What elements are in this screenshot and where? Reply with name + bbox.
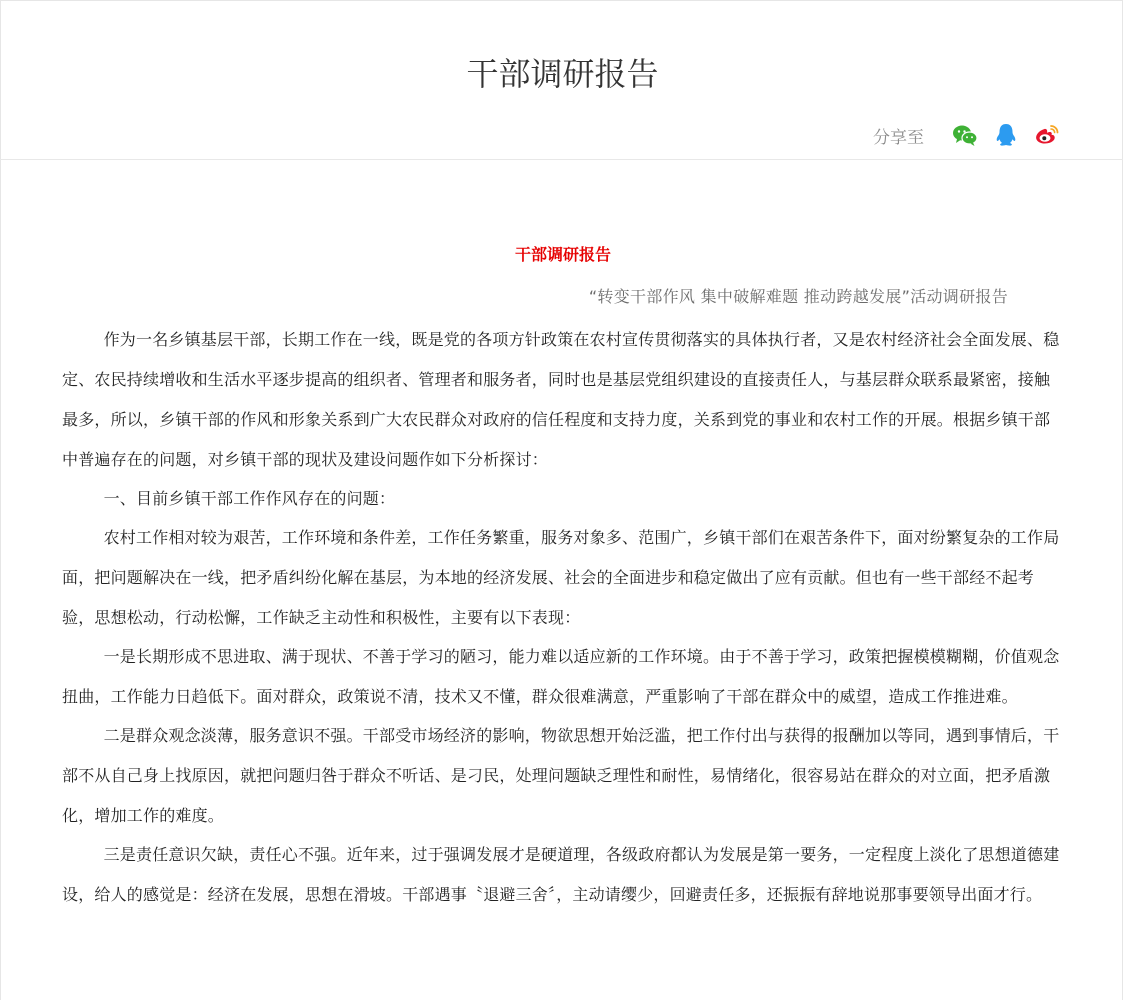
- page-title: 干部调研报告: [466, 55, 659, 93]
- article-paragraph: 一、目前乡镇干部工作作风存在的问题：: [103, 489, 396, 508]
- article-body: [62, 238, 1064, 914]
- share-label: 分享至: [873, 127, 924, 148]
- share-bar: [873, 120, 1061, 150]
- article-paragraph: 二是群众观念淡薄，服务意识不强。干部受市场经济的影响，物欲思想开始泛滥，把工作付出与获得的报酬加以等同，遇到事情后，干部不从自己身上找原因，就把问题归咎于群众不听话、是刁民，处理问题缺乏理性和耐性，易情绪化，很容易站在群众的对立面，把矛盾激化，增加工作的难度。: [62, 726, 1060, 825]
- article-paragraph: 一是长期形成不思进取、满于现状、不善于学习的陋习，能力难以适应新的工作环境。由于不善于学习，政策把握模模糊糊，价值观念扭曲，工作能力日趋低下。面对群众，政策说不清，技术又不懂，群众很难满意，严重影响了干部在群众中的威望，造成工作推进难。: [62, 647, 1060, 706]
- article-subtitle: “转变干部作风 集中破解难题 推动跨越发展”活动调研报告: [588, 287, 1008, 306]
- header: [0, 0, 1123, 160]
- article-paragraph: 作为一名乡镇基层干部，长期工作在一线，既是党的各项方针政策在农村宣传贯彻落实的具体执行者，又是农村经济社会全面发展、稳定、农民持续增收和生活水平逐步提高的组织者、管理者和服务者，同时也是基层党组织建设的直接责任人，与基层群众联系最紧密，接触最多，所以，乡镇干部的作风和形象关系到广大农民群众对政府的信任程度和支持力度，关系到党的事业和农村工作的开展。根据乡镇干部中普遍存在的问题，对乡镇干部的现状及建设问题作如下分析探讨：: [62, 330, 1060, 469]
- qq-icon[interactable]: [992, 121, 1020, 149]
- article-heading: 干部调研报告: [514, 245, 611, 264]
- article-paragraph: 农村工作相对较为艰苦，工作环境和条件差，工作任务繁重，服务对象多、范围广，乡镇干部们在艰苦条件下，面对纷繁复杂的工作局面，把问题解决在一线，把矛盾纠纷化解在基层，为本地的经济发展、社会的全面进步和稳定做出了应有贡献。但也有一些干部经不起考验，思想松动，行动松懈，工作缺乏主动性和积极性，主要有以下表现：: [62, 528, 1060, 627]
- wechat-icon[interactable]: [951, 121, 979, 149]
- article-paragraph: 三是责任意识欠缺，责任心不强。近年来，过于强调发展才是硬道理，各级政府都认为发展是第一要务，一定程度上淡化了思想道德建设，给人的感觉是：经济在发展，思想在滑坡。干部遇事〝退避三舍〞，主动请缨少，回避责任多，还振振有辞地说那事要领导出面才行。: [62, 845, 1060, 904]
- weibo-icon[interactable]: [1033, 121, 1061, 149]
